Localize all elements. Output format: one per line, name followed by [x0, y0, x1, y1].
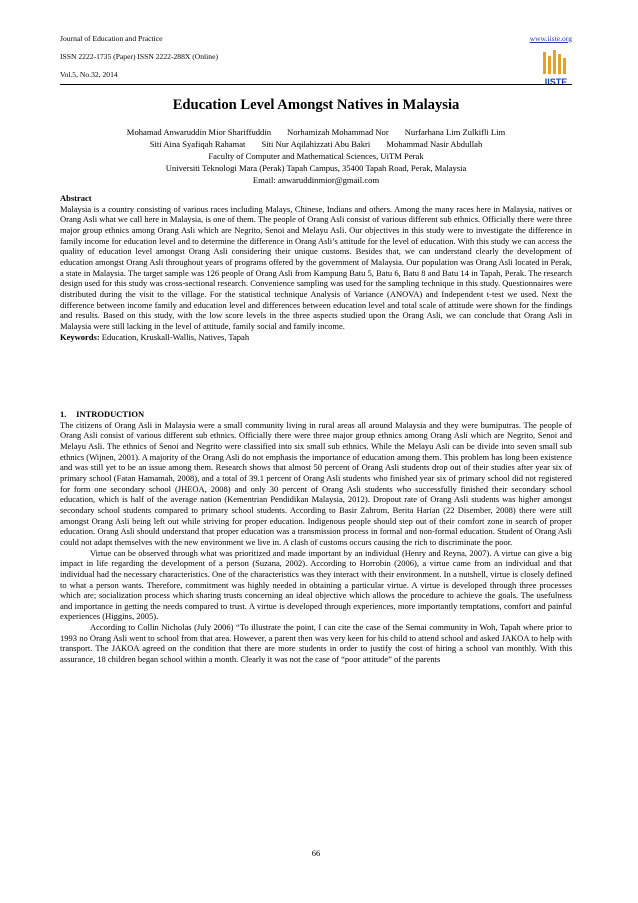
authors-row-2 — [60, 138, 572, 150]
intro-paragraph-1: The citizens of Orang Asli in Malaysia were a small community living in rural areas all around Malaysia and they were bumiputras. The people of Orang Asli consist of various different sub ethnics. Officially there were three major group ethnics among Orang Asli which are Negrito, Senoi and Melayu Asli. The ethnics of Senoi and Negrito were classified into six small sub ethnics. While the Melayu Asli can be divide into seven small sub ethnics (Wijnen, 2001). A majority of the Orang Asli do not emphasis the importance of education among them. This problem has long been existence and was still yet to be an issue among them. Research shows that almost 50 percent of Orang Asli students drop out of their studies after year six of primary school (Fatan Hamamah, 2008), and a total of 39.1 percent of Orang Asli students who finished year six of primary school did not registered for form one secondary school (JHEOA, 2008) and only 30 percent of Orang Asli students who successfully finished their secondary school education, which is half of the average nation (Kementrian Pendidikan Malaysia, 2012). Dropout rate of Orang Asli students was higher amongst secondary school students compared to primary school students. According to Basir Zahrom, Berita Harian (22 Disember, 2008) there were still amongst Orang Asli being left out while striving for proper education. Indigenous people should step out of their comfort zone in search of proper education. Orang Asli should understand that proper education was a transmission process in formal and non-formal education. Student of Orang Asli could not adapt themselves with the new environment we live in. A clash of customs occurs causing the rich to discriminate the poor. — [60, 419, 572, 547]
author-name: Nurfarhana Lim Zulkifli Lim — [404, 127, 506, 137]
section-title: INTRODUCTION — [76, 409, 145, 419]
author-name: Norhamizah Mohammad Nor — [287, 127, 389, 137]
introduction-section — [60, 409, 572, 665]
authors-row-1 — [60, 126, 572, 138]
intro-paragraph-3: According to Collin Nicholas (July 2006) “To illustrate the point, I can cite the case of the Semai community in Woh, Tapah where prior to 1993 no Orang Asli went to school from that area. However, a parent then was very keen for his child to attend school and asked JAKOA to help with transport. The JAKOA agreed on the condition that there are more students in order to justify the cost of hiring a school van monthly. With this assurance, 18 children began school within a month. Clearly it was not the case of “poor attitude” of the parents — [60, 622, 572, 665]
journal-issn: ISSN 2222-1735 (Paper) ISSN 2222-288X (Online) — [60, 52, 218, 61]
journal-name: Journal of Education and Practice — [60, 34, 163, 43]
keywords-text: Education, Kruskall-Wallis, Natives, Tapah — [101, 331, 250, 342]
keywords-line — [60, 332, 572, 343]
abstract-section — [60, 193, 572, 342]
abstract-text: Malaysia is a country consisting of various races including Malays, Chinese, Indians and others. Among the many races here in Malaysia, natives or Orang Asli what we call here in Malaysia, is one of them. The people of Orang Asli consist of various different sub ethnics. Officially there were three major group ethnics among Orang Asli which are Negrito, Senoi and Melayu Asli. Our objectives in this study were to investigate the difference in family income for education level and to determine the difference in Orang Asli’s attitude for the level of education. With this study we can access the quality of education level amongst Orang Asli considering their unique customs. Besides that, we can understand clearly the development of education amongst Orang Asli throughout years of programs offered by the government of Malaysia. Our population was Orang Asli located in Perak, a state in Malaysia. The target sample was 126 people of Orang Asli from Kampung Batu 5, Batu 6, Batu 8 and Batu 14 in Tapah, Perak. The research design used for this study was cross-sectional research. Convenience sampling was used for the sampling technique in this study. Questionnaires were distributed during the visit to the village. For the statistical technique Analysis of Variance (ANOVA) and Independent t-test we used. Next the difference between income family and education level and differences between education level and total scale of attitude were shown for the findings and results. Based on this study, with the low score levels in the three aspects studied upon the Orang Asli, we can conclude that Orang Asli in Malaysia were still lacking in the level of attitude, family social and family income. — [60, 203, 572, 331]
logo-text: IISTE — [544, 77, 568, 87]
affiliation-faculty: Faculty of Computer and Mathematical Sciences, UiTM Perak — [208, 151, 424, 161]
author-block — [60, 126, 572, 186]
paper-title: Education Level Amongst Natives in Malaysia — [172, 97, 460, 113]
author-name: Mohammad Nasir Abdullah — [386, 139, 483, 149]
author-name: Mohamad Anwaruddin Mior Shariffuddin — [126, 127, 272, 137]
keywords-label: Keywords: — [60, 331, 100, 342]
affiliation-university: Universiti Teknologi Mara (Perak) Tapah Campus, 35400 Tapah Road, Perak, Malaysia — [165, 163, 467, 173]
author-email: Email: anwaruddinmior@gmail.com — [252, 175, 380, 185]
iiste-logo — [540, 50, 572, 88]
section-number: 1. — [60, 409, 67, 419]
journal-website-link[interactable]: www.iiste.org — [529, 34, 572, 43]
abstract-heading: Abstract — [60, 193, 92, 203]
header-rule — [60, 84, 572, 85]
journal-volume: Vol.5, No.32, 2014 — [60, 70, 118, 79]
intro-paragraph-2: Virtue can be observed through what was prioritized and made important by an individual (Henry and Reyna, 2007). A virtue can give a big impact in life regarding the development of a person (Suzana, 2002). According to Horrobin (2006), a virtue came from an individual and that individual had the necessary characteristics. One of the characteristics was they interact with their environment. In a nutshell, virtue is closely defined to what a person wants. Therefore, commitment was highly needed in obtaining a particular virtue. A virtue is developed through three processes which are; socialization process which sharing trusts concerning an ideal objective which allows the procedure to achieve the goals. The usefulness and importance in getting the needs compared to trust. A virtue is developed through experiences, more importantly temptations, comfort and painful experiences (Higgins, 2005). — [60, 547, 572, 622]
author-name: Siti Nur Aqilahizzati Abu Bakri — [261, 139, 371, 149]
page-number: 66 — [311, 848, 321, 858]
author-name: Siti Aina Syafiqah Rahamat — [149, 139, 246, 149]
section-heading — [60, 409, 572, 420]
